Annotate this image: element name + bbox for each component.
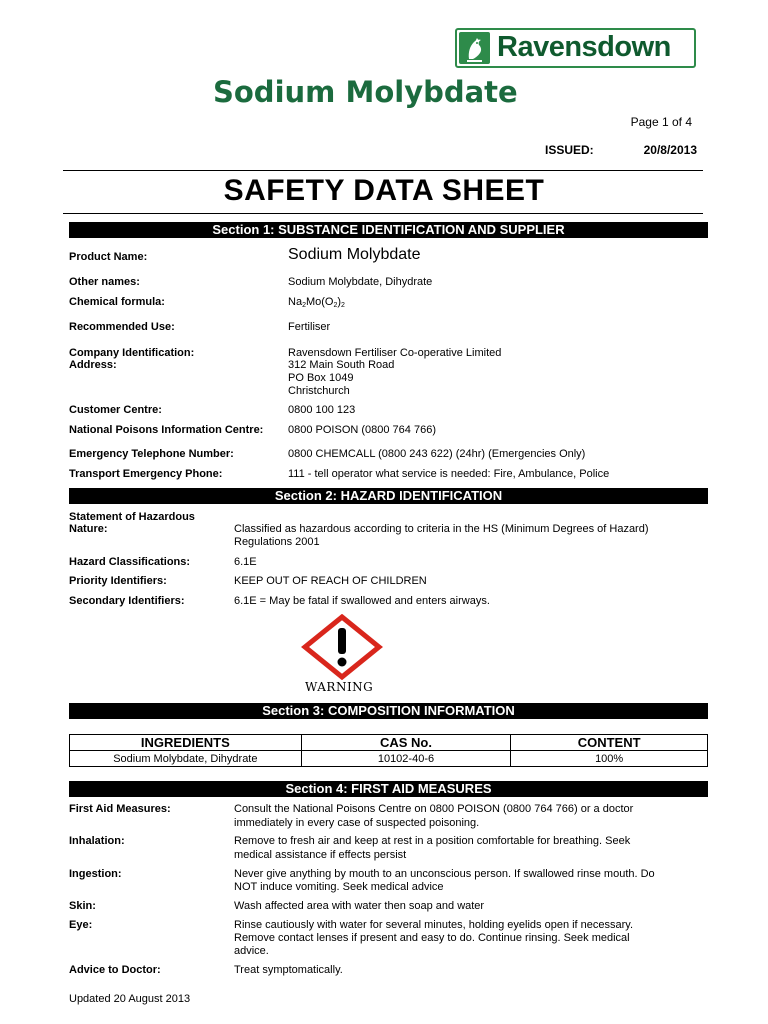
exclamation-hazard-icon: [299, 614, 385, 680]
issued-date: 20/8/2013: [643, 143, 697, 157]
hazard-classifications-label: Hazard Classifications:: [69, 556, 191, 568]
ravensdown-logo-icon: [459, 32, 490, 64]
table-cell: Sodium Molybdate, Dihydrate: [70, 751, 302, 767]
column-header: CAS No.: [301, 735, 511, 751]
secondary-identifiers-value: 6.1E = May be fatal if swallowed and enters airways.: [234, 595, 490, 607]
recommended-use-label: Recommended Use:: [69, 321, 175, 333]
column-header: CONTENT: [511, 735, 708, 751]
poisons-centre-label: National Poisons Information Centre:: [69, 424, 264, 436]
eye-value-1: Rinse cautiously with water for several minutes, holding eyelids open if necessary.: [234, 919, 634, 931]
eye-label: Eye:: [69, 919, 93, 931]
skin-label: Skin:: [69, 900, 96, 912]
eye-value-2: Remove contact lenses if present and easy to do. Continue rinsing. Seek medical: [234, 932, 630, 944]
hazardous-nature-value-1: Classified as hazardous according to criteria in the HS (Minimum Degrees of Hazard): [234, 523, 649, 535]
section-1-heading: Section 1: SUBSTANCE IDENTIFICATION AND SUPPLIER: [69, 222, 708, 238]
table-row: [70, 751, 708, 767]
transport-emergency-value: 111 - tell operator what service is needed: Fire, Ambulance, Police: [288, 468, 610, 480]
issued-label: ISSUED:: [545, 143, 594, 157]
table-cell: 10102-40-6: [301, 751, 511, 767]
footer-updated: Updated 20 August 2013: [69, 993, 191, 1005]
warning-caption: WARNING: [305, 680, 374, 694]
emergency-phone-value: 0800 CHEMCALL (0800 243 622) (24hr) (Emergencies Only): [288, 448, 586, 460]
customer-centre-label: Customer Centre:: [69, 404, 162, 416]
first-aid-value-2: immediately in every case of suspected poisoning.: [234, 817, 480, 829]
other-names-label: Other names:: [69, 276, 140, 288]
transport-emergency-label: Transport Emergency Phone:: [69, 468, 223, 480]
other-names-value: Sodium Molybdate, Dihydrate: [288, 276, 433, 288]
logo-text: Ravensdown: [497, 31, 671, 63]
address-label: Address:: [69, 359, 117, 371]
product-name-value: Sodium Molybdate: [288, 246, 421, 263]
advice-to-doctor-value: Treat symptomatically.: [234, 964, 343, 976]
skin-value: Wash affected area with water then soap and water: [234, 900, 485, 912]
customer-centre-value: 0800 100 123: [288, 404, 356, 416]
hazardous-nature-label-1: Statement of Hazardous: [69, 511, 195, 523]
title-rule: [63, 213, 703, 214]
ingestion-value-1: Never give anything by mouth to an unconscious person. If swallowed rinse mouth. Do: [234, 868, 655, 880]
emergency-phone-label: Emergency Telephone Number:: [69, 448, 234, 460]
section-3-heading: Section 3: COMPOSITION INFORMATION: [69, 703, 708, 719]
hazardous-nature-value-2: Regulations 2001: [234, 536, 320, 548]
hazard-classifications-value: 6.1E: [234, 556, 257, 568]
secondary-identifiers-label: Secondary Identifiers:: [69, 595, 185, 607]
company-identification-label: Company Identification:: [69, 347, 195, 359]
first-aid-value-1: Consult the National Poisons Centre on 0800 POISON (0800 764 766) or a doctor: [234, 803, 634, 815]
recommended-use-value: Fertiliser: [288, 321, 331, 333]
ingestion-label: Ingestion:: [69, 868, 122, 880]
top-rule: [63, 170, 703, 171]
inhalation-label: Inhalation:: [69, 835, 125, 847]
table-cell: 100%: [511, 751, 708, 767]
priority-identifiers-label: Priority Identifiers:: [69, 575, 167, 587]
column-header: INGREDIENTS: [70, 735, 302, 751]
company-line-4: Christchurch: [288, 385, 350, 397]
chemical-formula-value: $Na_2Mo(O_2)_2$: [288, 296, 345, 309]
ingestion-value-2: NOT induce vomiting. Seek medical advice: [234, 881, 444, 893]
company-line-3: PO Box 1049: [288, 372, 354, 384]
priority-identifiers-value: KEEP OUT OF REACH OF CHILDREN: [234, 575, 427, 587]
company-line-1: Ravensdown Fertiliser Co-operative Limited: [288, 347, 502, 359]
document-title: SAFETY DATA SHEET: [223, 174, 545, 207]
inhalation-value-2: medical assistance if effects persist: [234, 849, 407, 861]
product-title: Sodium Molybdate: [213, 75, 518, 109]
page-number: Page 1 of 4: [630, 115, 692, 129]
composition-table: [69, 734, 708, 767]
section-4-heading: Section 4: FIRST AID MEASURES: [69, 781, 708, 797]
chemical-formula-label: Chemical formula:: [69, 296, 165, 308]
poisons-centre-value: 0800 POISON (0800 764 766): [288, 424, 436, 436]
table-header-row: [70, 735, 708, 751]
company-line-2: 312 Main South Road: [288, 359, 395, 371]
first-aid-label: First Aid Measures:: [69, 803, 171, 815]
hazardous-nature-label-2: Nature:: [69, 523, 108, 535]
inhalation-value-1: Remove to fresh air and keep at rest in a position comfortable for breathing. Seek: [234, 835, 631, 847]
ravensdown-logo: [455, 28, 696, 68]
advice-to-doctor-label: Advice to Doctor:: [69, 964, 161, 976]
product-name-label: Product Name:: [69, 251, 148, 263]
section-2-heading: Section 2: HAZARD IDENTIFICATION: [69, 488, 708, 504]
eye-value-3: advice.: [234, 945, 269, 957]
